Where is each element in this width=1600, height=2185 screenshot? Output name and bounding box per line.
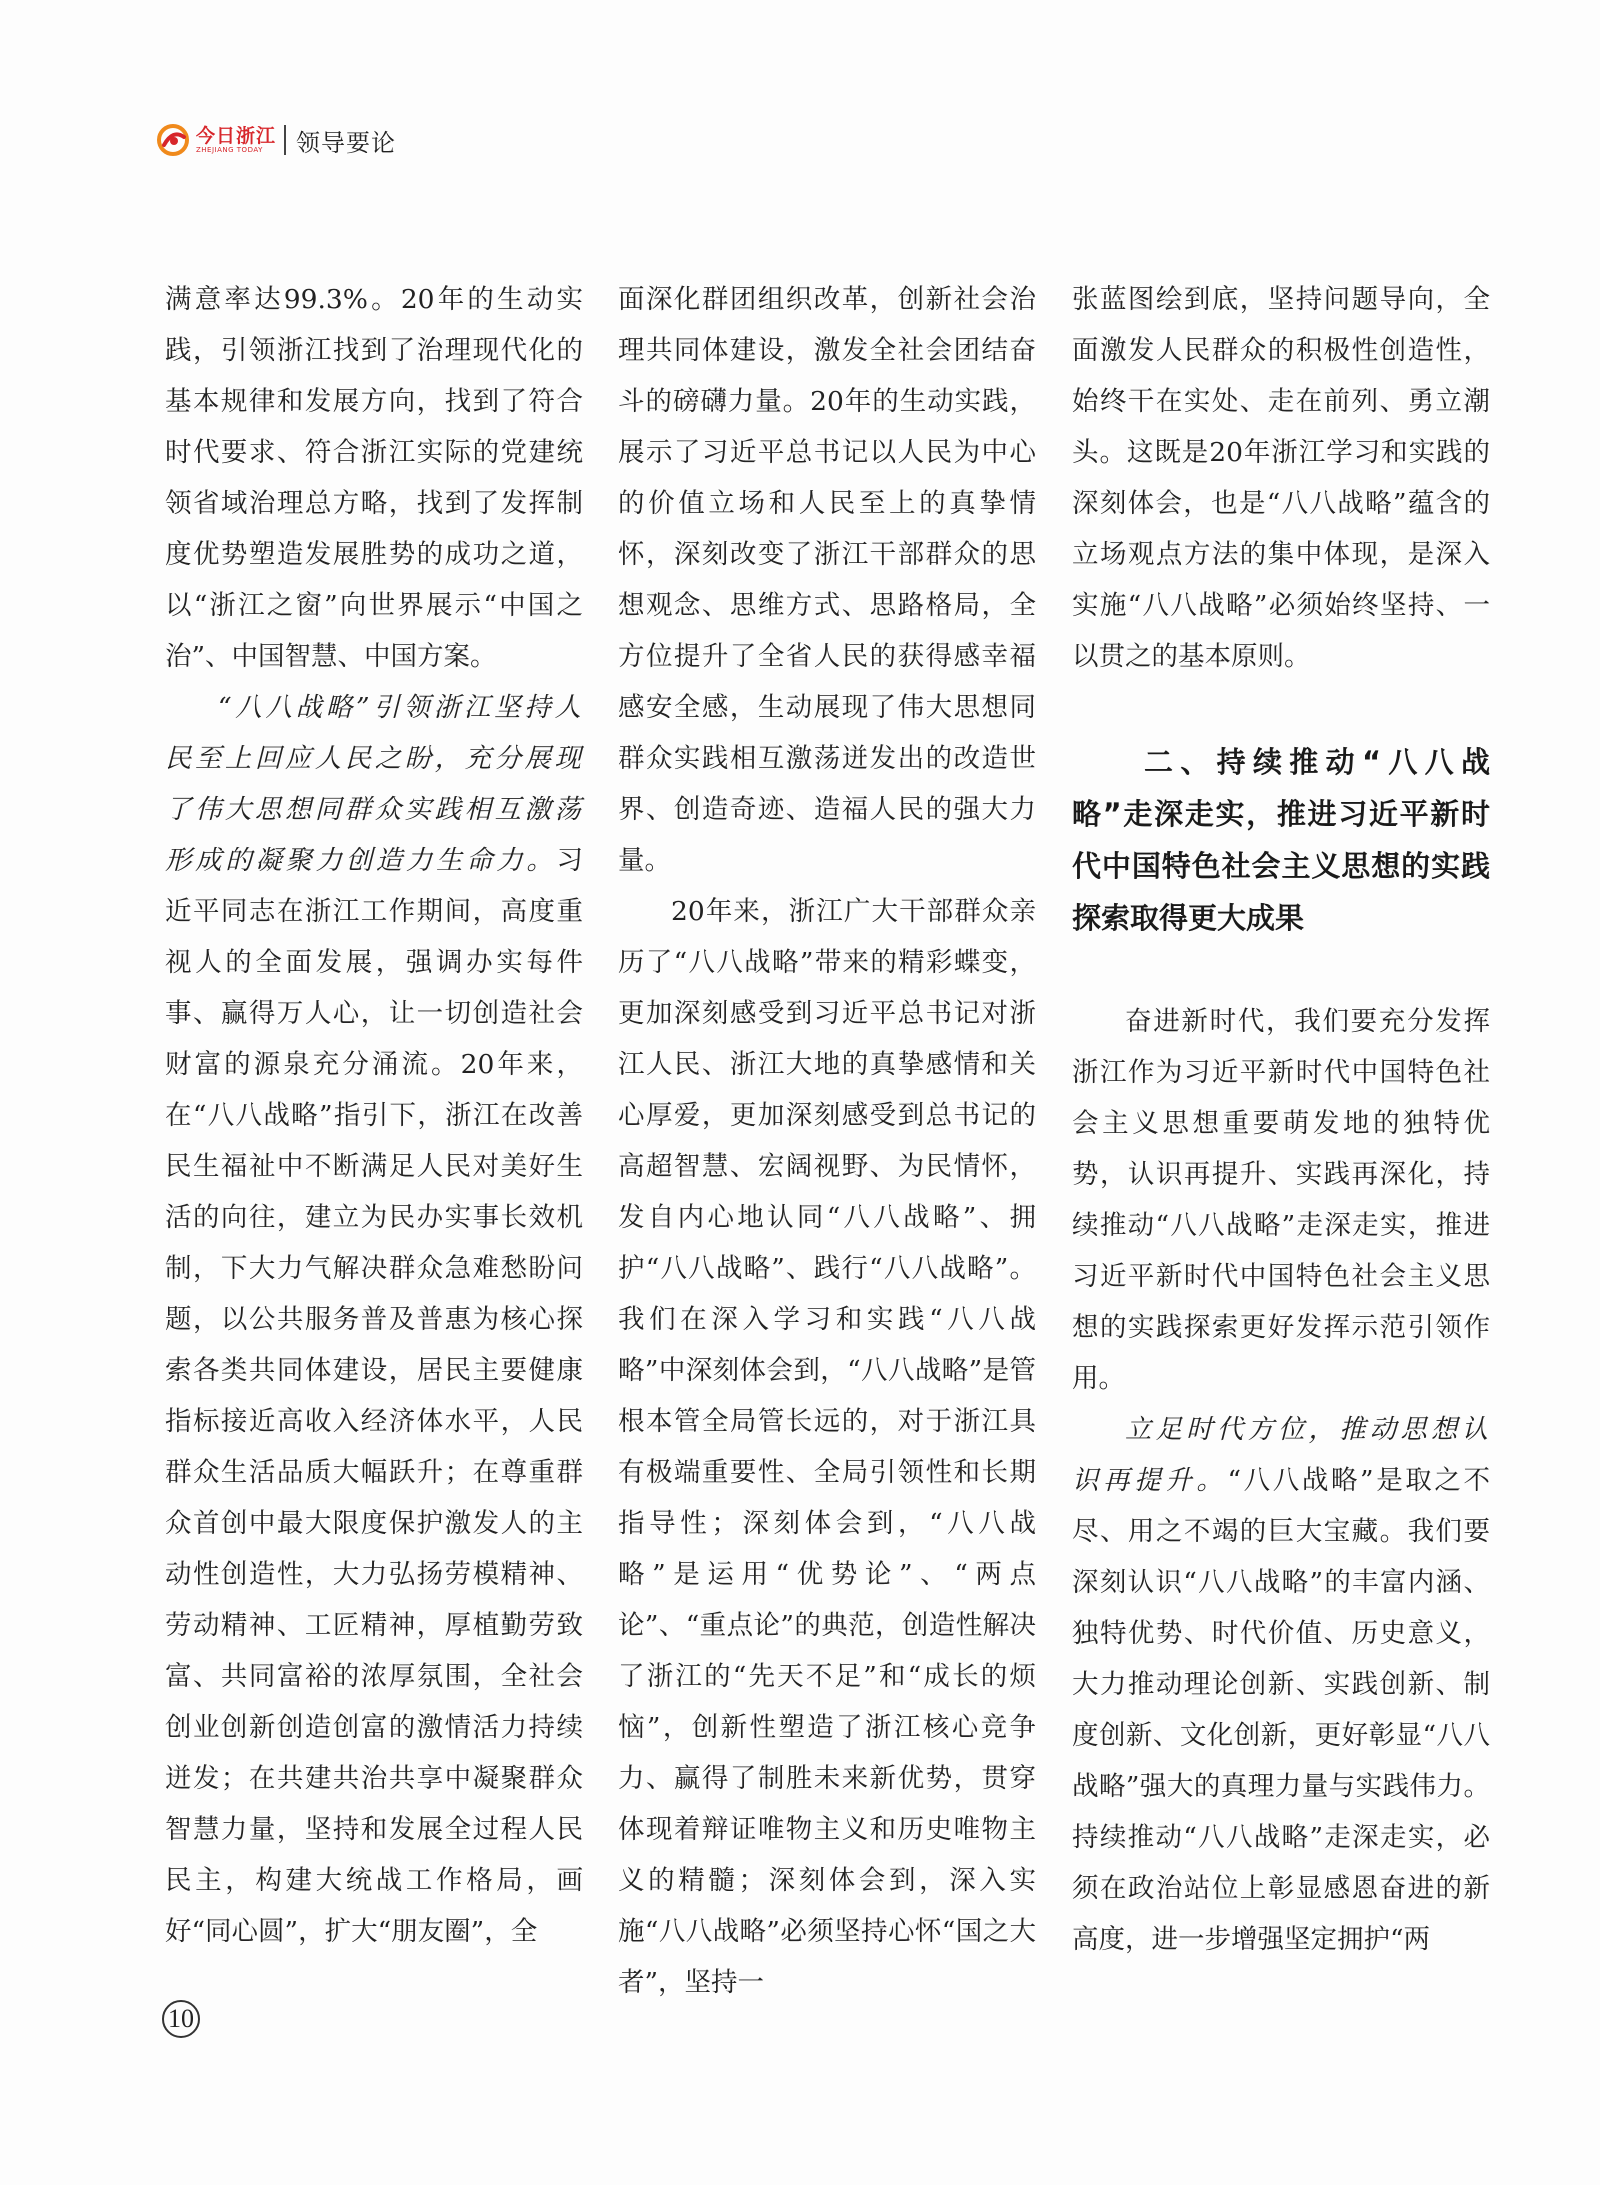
page-header [156,118,396,162]
paragraph-lead: 立足时代方位，推动思想认识再提升。 [1072,1414,1490,1496]
logo-chinese-text: 今日浙江 [196,125,277,147]
page-number: 10 [162,2000,200,2038]
section-heading: 二、持续推动“八八战略”走深走实，推进习近平新时代中国特色社会主义思想的实践探索取得更大成果 [1072,745,1490,935]
section-name: 领导要论 [296,128,397,157]
paragraph [165,682,583,1957]
paragraph-body: 习近平同志在浙江工作期间，高度重视人的全面发展，强调办实每件事、赢得万人心，让一切创造社会财富的源泉充分涌流。20年来，在“八八战略”指引下，浙江在改善民生福祉中不断满足人民对美好生活的向往，建立为民办实事长效机制，下大力气解决群众急难愁盼问题，以公共服务普及普惠为核心探索各类共同体建设，居民主要健康指标接近高收入经济体水平，人民群众生活品质大幅跃升；在尊重群众首创中最大限度保护激发人的主动性创造性，大力弘扬劳模精神、劳动精神、工匠精神，厚植勤劳致富、共同富裕的浓厚氛围，全社会创业创新创造创富的激情活力持续迸发；在共建共治共享中凝聚群众智慧力量，坚持和发展全过程人民民主，构建大统战工作格局，画好“同心圆”，扩大“朋友圈”，全 [165,845,583,1947]
text-column-2 [618,274,1036,2008]
paragraph: 奋进新时代，我们要充分发挥浙江作为习近平新时代中国特色社会主义思想重要萌发地的独特优势，认识再提升、实践再深化，持续推动“八八战略”走深走实，推进习近平新时代中国特色社会主义思想的实践探索更好发挥示范引领作用。 [1072,1006,1490,1394]
paragraph [1072,1404,1490,1965]
zhejiang-today-logo [156,123,276,157]
paragraph: 面深化群团组织改革，创新社会治理共同体建设，激发全社会团结奋斗的磅礴力量。20年的生动实践，展示了习近平总书记以人民为中心的价值立场和人民至上的真挚情怀，深刻改变了浙江干部群众的思想观念、思维方式、思路格局，全方位提升了全省人民的获得感幸福感安全感，生动展现了伟大思想同群众实践相互激荡迸发出的改造世界、创造奇迹、造福人民的强大力量。 [618,284,1036,876]
paragraph: 20年来，浙江广大干部群众亲历了“八八战略”带来的精彩蝶变，更加深刻感受到习近平总书记对浙江人民、浙江大地的真挚感情和关心厚爱，更加深刻感受到总书记的高超智慧、宏阔视野、为民情怀，发自内心地认同“八八战略”、拥护“八八战略”、践行“八八战略”。我们在深入学习和实践“八八战略”中深刻体会到，“八八战略”是管根本管全局管长远的，对于浙江具有极端重要性、全局引领性和长期指导性；深刻体会到，“八八战略”是运用“优势论”、“两点论”、“重点论”的典范，创造性解决了浙江的“先天不足”和“成长的烦恼”，创新性塑造了浙江核心竞争力、赢得了制胜未来新优势，贯穿体现着辩证唯物主义和历史唯物主义的精髓；深刻体会到，深入实施“八八战略”必须坚持心怀“国之大者”，坚持一 [618,896,1036,1998]
paragraph-body: “八八战略”是取之不尽、用之不竭的巨大宝藏。我们要深刻认识“八八战略”的丰富内涵、独特优势、时代价值、历史意义，大力推动理论创新、实践创新、制度创新、文化创新，更好彰显“八八战略”强大的真理力量与实践伟力。持续推动“八八战略”走深走实，必须在政治站位上彰显感恩奋进的新高度，进一步增强坚定拥护“两 [1072,1465,1490,1955]
paragraph: 张蓝图绘到底，坚持问题导向，全面激发人民群众的积极性创造性，始终干在实处、走在前列、勇立潮头。这既是20年浙江学习和实践的深刻体会，也是“八八战略”蕴含的立场观点方法的集中体现，是深入实施“八八战略”必须始终坚持、一以贯之的基本原则。 [1072,284,1490,672]
paragraph-lead: “八八战略”引领浙江坚持人民至上回应人民之盼，充分展现了伟大思想同群众实践相互激荡形成的凝聚力创造力生命力。 [165,692,583,876]
text-column-1 [165,274,583,1957]
paragraph: 满意率达99.3%。20年的生动实践，引领浙江找到了治理现代化的基本规律和发展方向，找到了符合时代要求、符合浙江实际的党建统领省域治理总方略，找到了发挥制度优势塑造发展胜势的成功之道，以“浙江之窗”向世界展示“中国之治”、中国智慧、中国方案。 [165,284,583,672]
header-divider [284,125,286,155]
logo-english-text: ZHEJIANG TODAY [196,146,263,154]
text-column-3 [1072,274,1490,1965]
logo-swirl-icon [156,123,190,157]
